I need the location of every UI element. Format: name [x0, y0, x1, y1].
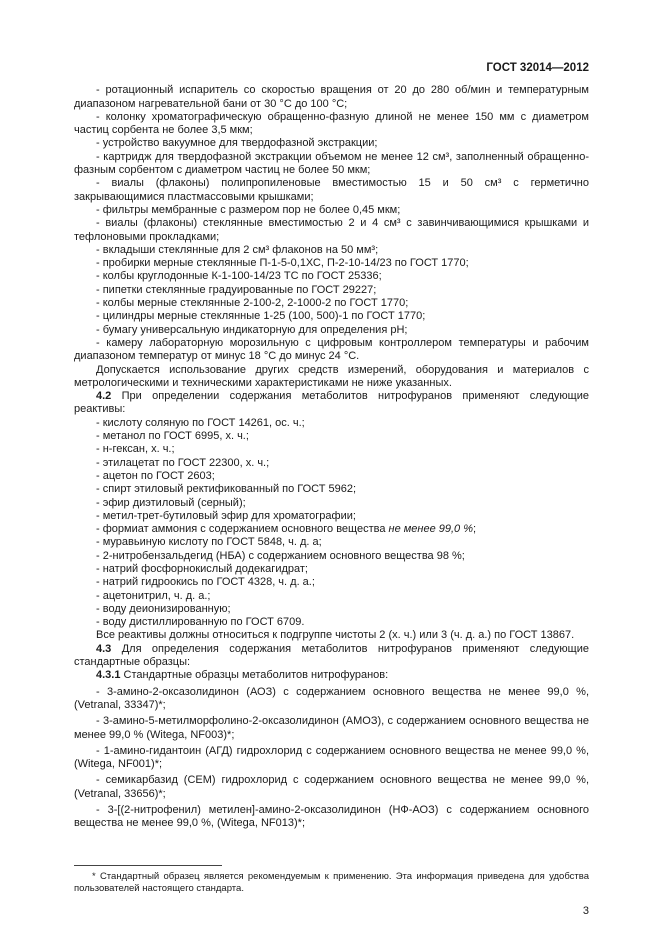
text-run: - колбы круглодонные К-1-100-14/23 ТС по ГОСТ 25336;	[96, 270, 382, 283]
text-run: - пробирки мерные стеклянные П-1-5-0,1ХС, П-2-10-14/23 по ГОСТ 1770;	[96, 257, 469, 270]
paragraph	[74, 669, 589, 682]
paragraph	[74, 390, 589, 417]
text-run: - устройство вакуумное для твердофазной экстракции;	[96, 137, 378, 150]
paragraph	[74, 443, 589, 456]
text-run: - этилацетат по ГОСТ 22300, х. ч.;	[96, 456, 270, 469]
text-run: - ротационный испаритель со скоростью вращения от 20 до 280 об/мин и температурным диапазоном нагревательной бани от 30 °С до 100 °С;	[74, 84, 589, 110]
text-run: - виалы (флаконы) стеклянные вместимостью 2 и 4 см³ с завинчивающимися крышками и тефлоновыми прокладками;	[74, 217, 589, 243]
text-run: - натрий фосфорнокислый додекагидрат;	[96, 562, 308, 575]
text-run: - 2-нитробензальдегид (НБА) с содержанием основного вещества 98 %;	[96, 549, 465, 562]
text-run: - 3-амино-5-метилморфолино-2-оксазолидинон (АМОЗ), с содержанием основного вещества не менее 99,0 % (Witega, NF003)*;	[74, 715, 589, 741]
paragraph	[74, 244, 589, 257]
text-run: - муравьиную кислоту по ГОСТ 5848, ч. д. а;	[96, 536, 322, 549]
text-run: - картридж для твердофазной экстракции объемом не менее 12 см³, заполненный обращенно-фазным сорбентом с диаметром частиц не более 50 мкм;	[74, 150, 589, 177]
text-run: - пипетки стеклянные градуированные по ГОСТ 29227;	[96, 283, 377, 296]
paragraph	[74, 430, 589, 443]
text-run: - кислоту соляную по ГОСТ 14261, ос. ч.;	[96, 416, 305, 429]
text-run: - натрий гидроокись по ГОСТ 4328, ч. д. а.;	[96, 576, 315, 589]
text-run: - цилиндры мерные стеклянные 1-25 (100, 500)-1 по ГОСТ 1770;	[96, 310, 426, 323]
paragraph	[74, 297, 589, 310]
paragraph	[74, 563, 589, 576]
paragraph	[74, 284, 589, 297]
paragraph	[74, 217, 589, 244]
paragraph	[74, 643, 589, 670]
text-run: - камеру лабораторную морозильную с цифровым контроллером температуры и рабочим диапазоном температур от минус 18 °С до минус 24 °С.	[74, 336, 589, 363]
paragraph	[74, 204, 589, 217]
text-run: Допускается использование других средств измерений, оборудования и материалов с метрологическими и техническими характеристиками не ниже указанных.	[74, 363, 589, 389]
paragraph	[74, 151, 589, 178]
paragraph	[74, 111, 589, 138]
paragraph	[74, 137, 589, 150]
text-run: - ацетон по ГОСТ 2603;	[96, 469, 215, 482]
text-run: - спирт этиловый ректификованный по ГОСТ 5962;	[96, 483, 357, 496]
text-run: - колбы мерные стеклянные 2-100-2, 2-1000-2 по ГОСТ 1770;	[96, 297, 409, 310]
text-run: - воду деионизированную;	[96, 602, 231, 615]
paragraph	[74, 804, 589, 831]
paragraph	[74, 523, 589, 536]
text-run: - формиат аммония с содержанием основного вещества	[96, 523, 389, 536]
paragraph	[74, 715, 589, 742]
page-number: 3	[582, 904, 589, 917]
text-run: - бумагу универсальную индикаторную для определения pH;	[96, 323, 408, 336]
text-run: При определении содержания метаболитов нитрофуранов применяют следующие реактивы:	[74, 390, 589, 416]
text-run: 4.2	[96, 390, 112, 403]
paragraph	[74, 497, 589, 510]
text-run: - метил-трет-бутиловый эфир для хроматографии;	[96, 509, 356, 522]
text-run: Для определения содержания метаболитов нитрофуранов применяют следующие стандартные образцы:	[74, 642, 589, 669]
text-run: - воду дистиллированную по ГОСТ 6709.	[96, 616, 305, 629]
text-run: ;	[473, 523, 477, 536]
text-run: - 3-[(2-нитрофенил) метилен]-амино-2-оксазолидинон (НФ-АОЗ) с содержанием основного вещества не менее 99,0 %, (Witega, NF013)*;	[74, 804, 589, 830]
paragraph	[74, 629, 589, 642]
doc-number: ГОСТ 32014—2012	[486, 62, 589, 74]
paragraph	[74, 177, 589, 204]
paragraph	[74, 510, 589, 523]
paragraph	[74, 536, 589, 549]
text-run: 4.3	[96, 642, 112, 655]
paragraph	[74, 84, 589, 111]
text-run: не менее 99,0 %	[388, 523, 474, 536]
text-run: - ацетонитрил, ч. д. а.;	[96, 589, 211, 602]
text-run: 4.3.1	[96, 669, 121, 682]
paragraph	[74, 310, 589, 323]
paragraph	[74, 590, 589, 603]
text-run: Все реактивы должны относиться к подгруппе чистоты 2 (х. ч.) или 3 (ч. д. а.) по ГОСТ 13867.	[96, 629, 575, 642]
text-run: - 3-амино-2-оксазолидинон (АОЗ) с содержанием основного вещества не менее 99,0 %, (Vetranal, 33347)*;	[74, 685, 589, 711]
footnote-rule	[74, 865, 222, 866]
paragraph	[74, 576, 589, 589]
text-run: - фильтры мембранные с размером пор не более 0,45 мкм;	[96, 203, 401, 216]
text-run: - метанол по ГОСТ 6995, х. ч.;	[96, 430, 249, 443]
text-run: - н-гексан, х. ч.;	[96, 443, 175, 456]
paragraph	[74, 337, 589, 364]
text-run: - вкладыши стеклянные для 2 см³ флаконов на 50 мм³;	[96, 243, 379, 256]
document-body	[74, 84, 589, 830]
paragraph	[74, 616, 589, 629]
footnote-text: * Стандартный образец является рекомендуемым к применению. Эта информация приведена для удобства пользователей настоящего стандарта.	[74, 870, 589, 894]
paragraph	[74, 257, 589, 270]
text-run: Стандартные образцы метаболитов нитрофуранов:	[120, 669, 389, 682]
paragraph	[74, 470, 589, 483]
text-run: - семикарбазид (СЕМ) гидрохлорид с содержанием основного вещества не менее 99,0 %, (Vetranal, 33656)*;	[74, 774, 589, 800]
paragraph	[74, 745, 589, 772]
footnote	[74, 865, 589, 895]
text-run: - 1-амино-гидантоин (АГД) гидрохлорид с содержанием основного вещества не менее 99,0 %, (Witega, NF001)*;	[74, 744, 589, 771]
paragraph	[74, 364, 589, 391]
paragraph	[74, 483, 589, 496]
paragraph	[74, 603, 589, 616]
paragraph	[74, 686, 589, 713]
text-run: - колонку хроматографическую обращенно-фазную длиной не менее 150 мм с диаметром частиц сорбента не более 3,5 мкм;	[74, 110, 589, 137]
paragraph	[74, 457, 589, 470]
paragraph	[74, 550, 589, 563]
text-run: - виалы (флаконы) полипропиленовые вместимостью 15 и 50 см³ с герметично закрывающимися пластмассовыми крышками;	[74, 177, 589, 203]
paragraph	[74, 774, 589, 801]
text-run: - эфир диэтиловый (серный);	[96, 496, 246, 509]
paragraph	[74, 270, 589, 283]
paragraph	[74, 417, 589, 430]
paragraph	[74, 324, 589, 337]
